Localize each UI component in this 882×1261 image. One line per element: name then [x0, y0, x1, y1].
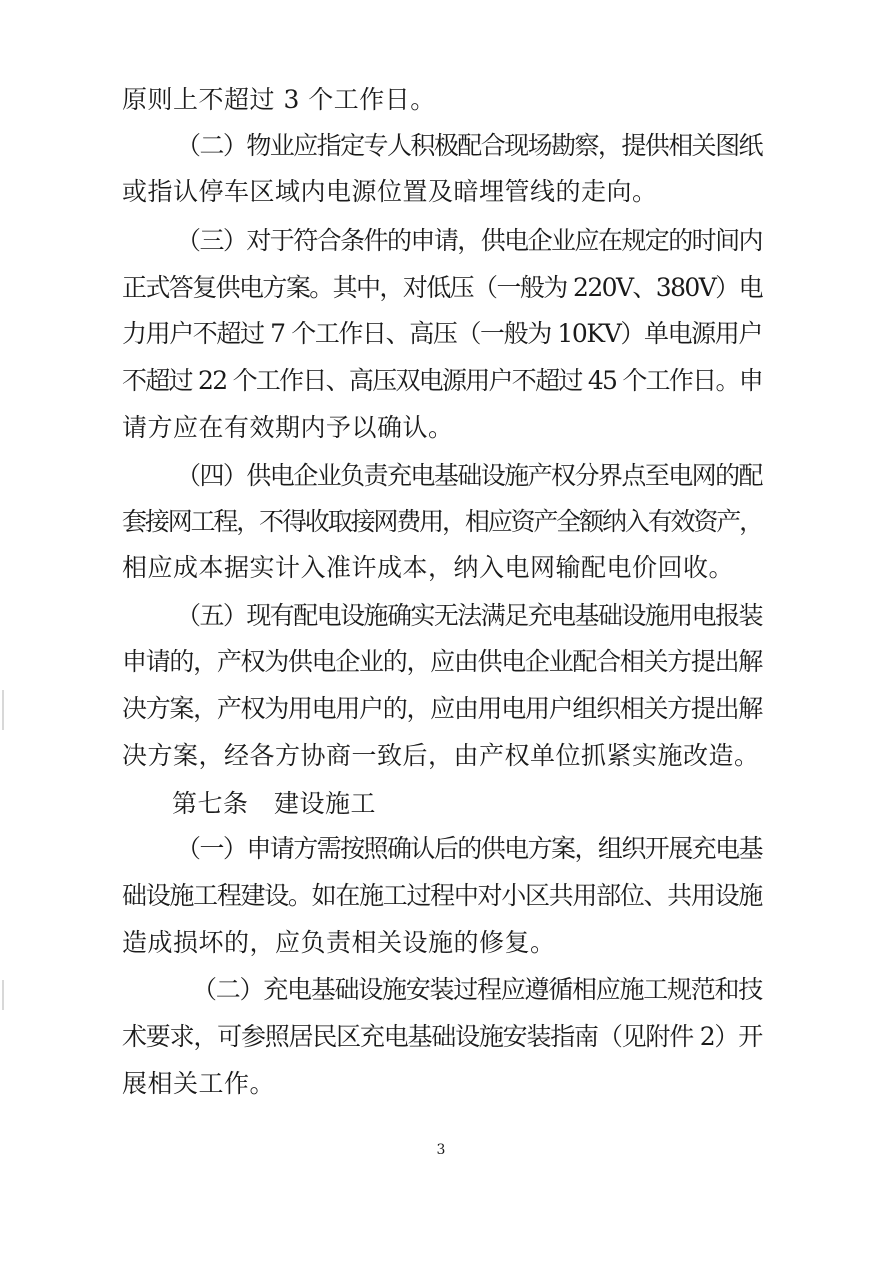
- text-line: 础设施工程建设。如在施工过程中对小区共用部位、共用设施: [122, 881, 762, 910]
- text-line: 决方案，产权为用电用户的，应由用电用户组织相关方提出解: [122, 694, 762, 723]
- text-line: 展相关工作。: [122, 1069, 276, 1098]
- text-line: 套接网工程，不得收取接网费用，相应资产全额纳入有效资产，: [122, 507, 762, 536]
- scan-edge-mark: [2, 690, 4, 730]
- text-line: （一）申请方需按照确认后的供电方案，组织开展充电基: [176, 834, 762, 863]
- scan-edge-mark: [2, 980, 4, 1010]
- text-line: 造成损坏的，应负责相关设施的修复。: [122, 928, 556, 957]
- section-heading: 第七条 建设施工: [172, 789, 377, 818]
- page-number: 3: [436, 1142, 446, 1158]
- text-line: 决方案，经各方协商一致后，由产权单位抓紧实施改造。: [122, 741, 760, 770]
- text-line: 正式答复供电方案。其中，对低压（一般为 220V、380V）电: [122, 273, 762, 302]
- text-line: 申请的，产权为供电企业的，应由供电企业配合相关方提出解: [122, 647, 762, 676]
- text-line: 或指认停车区域内电源位置及暗埋管线的走向。: [122, 177, 658, 206]
- text-line: （二）物业应指定专人积极配合现场勘察，提供相关图纸: [176, 131, 762, 160]
- text-line: （二）充电基础设施安装过程应遵循相应施工规范和技: [192, 975, 762, 1004]
- text-line: （三）对于符合条件的申请，供电企业应在规定的时间内: [176, 226, 762, 255]
- text-line: 原则上不超过 3 个工作日。: [122, 85, 436, 114]
- text-line: 术要求，可参照居民区充电基础设施安装指南（见附件 2）开: [122, 1022, 762, 1051]
- text-line: 相应成本据实计入准许成本，纳入电网输配电价回收。: [122, 553, 735, 582]
- text-line: （五）现有配电设施确实无法满足充电基础设施用电报装: [176, 601, 762, 630]
- text-line: 力用户不超过 7 个工作日、高压（一般为 10KV）单电源用户: [122, 319, 762, 348]
- text-line: （四）供电企业负责充电基础设施产权分界点至电网的配: [176, 461, 762, 490]
- text-line: 不超过 22 个工作日、高压双电源用户不超过 45 个工作日。申: [122, 366, 762, 395]
- text-line: 请方应在有效期内予以确认。: [122, 413, 454, 442]
